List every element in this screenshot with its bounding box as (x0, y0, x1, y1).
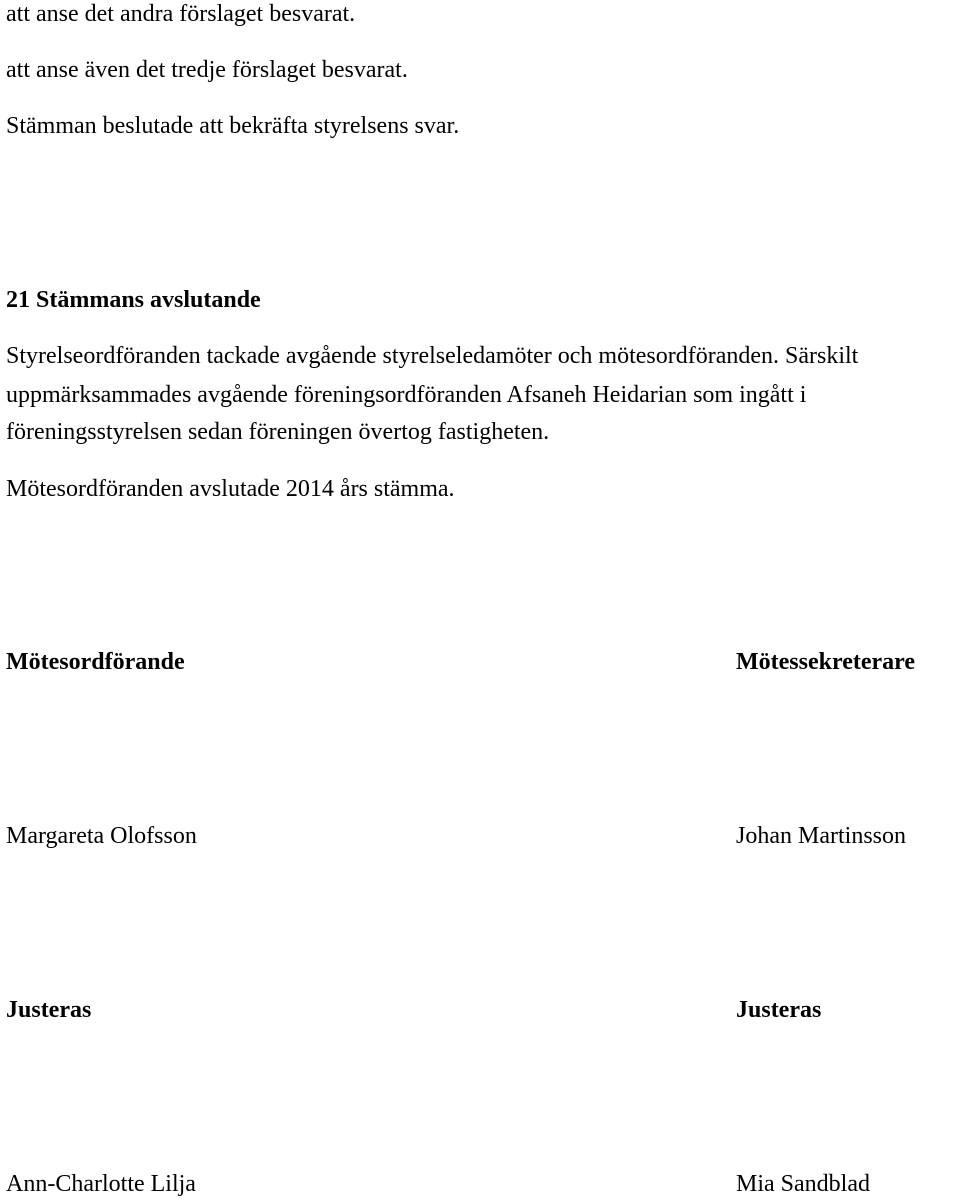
secretary-role-label: Mötessekreterare (736, 649, 916, 675)
adjuster-label-right: Justeras (736, 997, 822, 1023)
paragraph-line-3: föreningsstyrelsen sedan föreningen övertog fastigheten. (6, 419, 550, 445)
paragraph-line-1: Styrelseordföranden tackade avgående styrelseledamöter och mötesordföranden. Särskilt (6, 343, 859, 369)
adjuster-name-left: Ann-Charlotte Lilja (6, 1171, 196, 1197)
closing-line: Mötesordföranden avslutade 2014 års stämma. (6, 476, 455, 502)
chair-name: Margareta Olofsson (6, 823, 197, 849)
decision-line-3: Stämman beslutade att bekräfta styrelsens svar. (6, 113, 460, 139)
secretary-name: Johan Martinsson (736, 823, 906, 849)
adjuster-label-left: Justeras (6, 997, 92, 1023)
paragraph-line-2: uppmärksammades avgående föreningsordföranden Afsaneh Heidarian som ingått i (6, 382, 807, 408)
section-heading: 21 Stämmans avslutande (6, 287, 261, 313)
decision-line-2: att anse även det tredje förslaget besvarat. (6, 57, 408, 83)
adjuster-name-right: Mia Sandblad (736, 1171, 870, 1197)
decision-line-1: att anse det andra förslaget besvarat. (6, 1, 356, 27)
chair-role-label: Mötesordförande (6, 649, 185, 675)
